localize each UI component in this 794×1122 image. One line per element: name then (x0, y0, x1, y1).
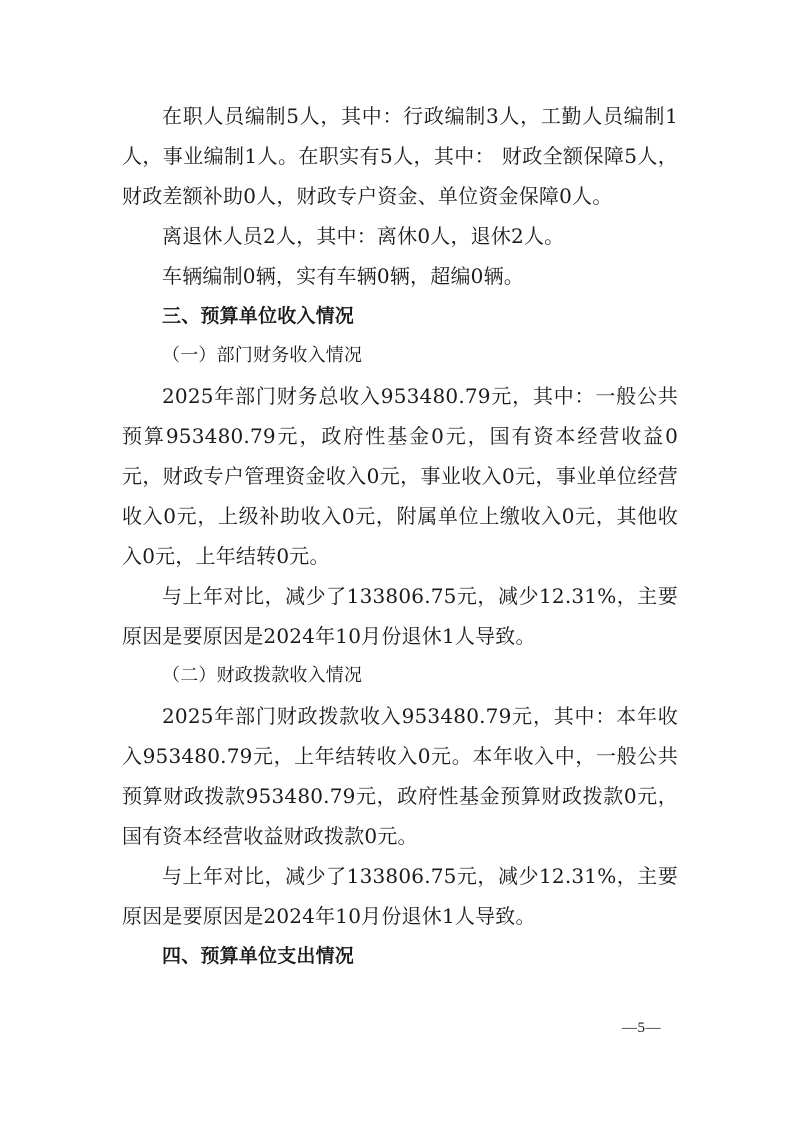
section-heading-expenditure: 四、预算单位支出情况 (162, 945, 355, 967)
staffing-paragraph: 在职人员编制5人，其中：行政编制3人，工勤人员编制1人，事业编制1人。在职实有5人，其中： 财政全额保障5人，财政差额补助0人，财政专户资金、单位资金保障0人。 (122, 104, 678, 208)
fiscal-appropriation-paragraph: 2025年部门财政拨款收入953480.79元，其中：本年收入953480.79元，上年结转收入0元。本年收入中，一般公共预算财政拨款953480.79元，政府性基金预算财政拨款0元，国有资本经营收益财政拨款0元。 (122, 704, 678, 848)
retired-paragraph: 离退休人员2人，其中：离休0人，退休2人。 (162, 224, 565, 248)
fiscal-appropriation-comparison-paragraph: 与上年对比，减少了133806.75元，减少12.31%，主要原因是要原因是2024年10月份退休1人导致。 (122, 864, 678, 928)
vehicles-paragraph: 车辆编制0辆，实有车辆0辆，超编0辆。 (162, 264, 524, 288)
document-body (122, 96, 678, 976)
department-income-paragraph: 2025年部门财务总收入953480.79元，其中：一般公共预算953480.79元，政府性基金0元，国有资本经营收益0元，财政专户管理资金收入0元，事业收入0元，事业单位经营收入0元，上级补助收入0元，附属单位上缴收入0元，其他收入0元，上年结转0元。 (122, 384, 678, 568)
department-income-comparison-paragraph: 与上年对比，减少了133806.75元，减少12.31%，主要原因是要原因是2024年10月份退休1人导致。 (122, 584, 678, 648)
page-number: —5— (622, 1020, 661, 1036)
subsection-heading-department-income: （一）部门财务收入情况 (162, 345, 363, 366)
subsection-heading-fiscal-appropriation: （二）财政拨款收入情况 (162, 665, 363, 686)
section-heading-income: 三、预算单位收入情况 (162, 305, 355, 327)
